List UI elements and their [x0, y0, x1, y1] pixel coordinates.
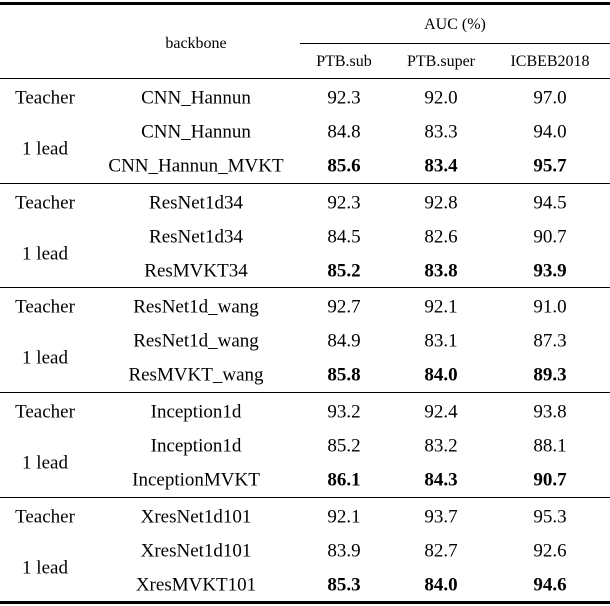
- teacher-label: Teacher: [15, 401, 75, 423]
- value-cell-ptb-super: 83.2: [424, 435, 458, 457]
- teacher-label: Teacher: [15, 87, 75, 109]
- backbone-cell: ResNet1d34: [149, 226, 243, 248]
- value-cell-ptb-super: 83.4: [424, 155, 458, 177]
- top-rule: [0, 2, 610, 5]
- value-cell-ptb-super: 82.6: [424, 226, 458, 248]
- value-cell-ptb-sub: 84.8: [327, 121, 361, 143]
- value-cell-ptb-sub: 92.7: [327, 296, 361, 318]
- value-cell-ptb-super: 92.0: [424, 87, 458, 109]
- value-cell-icbeb2018: 91.0: [533, 296, 567, 318]
- value-cell-ptb-sub: 85.8: [327, 364, 361, 386]
- header-col-ptb-sub: PTB.sub: [316, 53, 372, 70]
- group-separator-rule: [0, 392, 610, 393]
- value-cell-icbeb2018: 92.6: [533, 540, 567, 562]
- backbone-cell: XresMVKT101: [135, 574, 257, 596]
- value-cell-ptb-sub: 93.2: [327, 401, 361, 423]
- header-col-ptb-super: PTB.super: [407, 53, 475, 70]
- backbone-cell: XresNet1d101: [140, 540, 252, 562]
- value-cell-icbeb2018: 88.1: [533, 435, 567, 457]
- value-cell-ptb-super: 92.1: [424, 296, 458, 318]
- value-cell-ptb-super: 92.4: [424, 401, 458, 423]
- value-cell-ptb-sub: 84.9: [327, 330, 361, 352]
- group-separator-rule: [0, 183, 610, 184]
- backbone-cell: CNN_Hannun: [141, 87, 251, 109]
- teacher-label: Teacher: [15, 192, 75, 214]
- value-cell-ptb-sub: 84.5: [327, 226, 361, 248]
- value-cell-ptb-super: 84.0: [424, 364, 458, 386]
- backbone-cell: ResNet1d34: [149, 192, 243, 214]
- header-col-icbeb2018: ICBEB2018: [510, 53, 590, 70]
- value-cell-icbeb2018: 95.7: [533, 155, 567, 177]
- value-cell-icbeb2018: 94.0: [533, 121, 567, 143]
- value-cell-ptb-super: 83.8: [424, 260, 458, 282]
- header-bottom-rule: [0, 78, 610, 79]
- header-auc: AUC (%): [424, 16, 486, 33]
- backbone-cell: ResMVKT_wang: [128, 364, 264, 386]
- value-cell-icbeb2018: 94.6: [533, 574, 567, 596]
- value-cell-ptb-super: 82.7: [424, 540, 458, 562]
- value-cell-icbeb2018: 93.9: [533, 260, 567, 282]
- value-cell-icbeb2018: 90.7: [533, 226, 567, 248]
- value-cell-ptb-super: 84.3: [424, 469, 458, 491]
- bottom-rule: [0, 601, 610, 604]
- value-cell-icbeb2018: 95.3: [533, 506, 567, 528]
- backbone-cell: Inception1d: [150, 401, 242, 423]
- backbone-cell: InceptionMVKT: [132, 469, 260, 491]
- value-cell-icbeb2018: 93.8: [533, 401, 567, 423]
- student-label: 1 lead: [22, 557, 68, 579]
- value-cell-ptb-super: 92.8: [424, 192, 458, 214]
- backbone-cell: ResNet1d_wang: [133, 296, 259, 318]
- value-cell-ptb-super: 83.3: [424, 121, 458, 143]
- group-separator-rule: [0, 287, 610, 288]
- student-label: 1 lead: [22, 138, 68, 160]
- student-label: 1 lead: [22, 243, 68, 265]
- backbone-cell: ResMVKT34: [144, 260, 248, 282]
- student-label: 1 lead: [22, 347, 68, 369]
- value-cell-ptb-super: 93.7: [424, 506, 458, 528]
- value-cell-icbeb2018: 94.5: [533, 192, 567, 214]
- backbone-cell: CNN_Hannun_MVKT: [108, 155, 284, 177]
- value-cell-ptb-sub: 92.3: [327, 87, 361, 109]
- value-cell-ptb-sub: 85.2: [327, 260, 361, 282]
- value-cell-ptb-super: 83.1: [424, 330, 458, 352]
- group-separator-rule: [0, 497, 610, 498]
- teacher-label: Teacher: [15, 296, 75, 318]
- teacher-label: Teacher: [15, 506, 75, 528]
- header-backbone: backbone: [165, 35, 227, 52]
- value-cell-ptb-sub: 92.3: [327, 192, 361, 214]
- student-label: 1 lead: [22, 452, 68, 474]
- backbone-cell: Inception1d: [150, 435, 242, 457]
- value-cell-ptb-sub: 85.2: [327, 435, 361, 457]
- value-cell-ptb-sub: 83.9: [327, 540, 361, 562]
- value-cell-ptb-sub: 92.1: [327, 506, 361, 528]
- value-cell-ptb-sub: 85.3: [327, 574, 361, 596]
- auc-underline-rule: [300, 43, 610, 44]
- value-cell-icbeb2018: 87.3: [533, 330, 567, 352]
- value-cell-icbeb2018: 90.7: [533, 469, 567, 491]
- backbone-cell: ResNet1d_wang: [133, 330, 259, 352]
- value-cell-icbeb2018: 89.3: [533, 364, 567, 386]
- backbone-cell: XresNet1d101: [140, 506, 252, 528]
- value-cell-ptb-super: 84.0: [424, 574, 458, 596]
- backbone-cell: CNN_Hannun: [141, 121, 251, 143]
- value-cell-ptb-sub: 85.6: [327, 155, 361, 177]
- value-cell-ptb-sub: 86.1: [327, 469, 361, 491]
- value-cell-icbeb2018: 97.0: [533, 87, 567, 109]
